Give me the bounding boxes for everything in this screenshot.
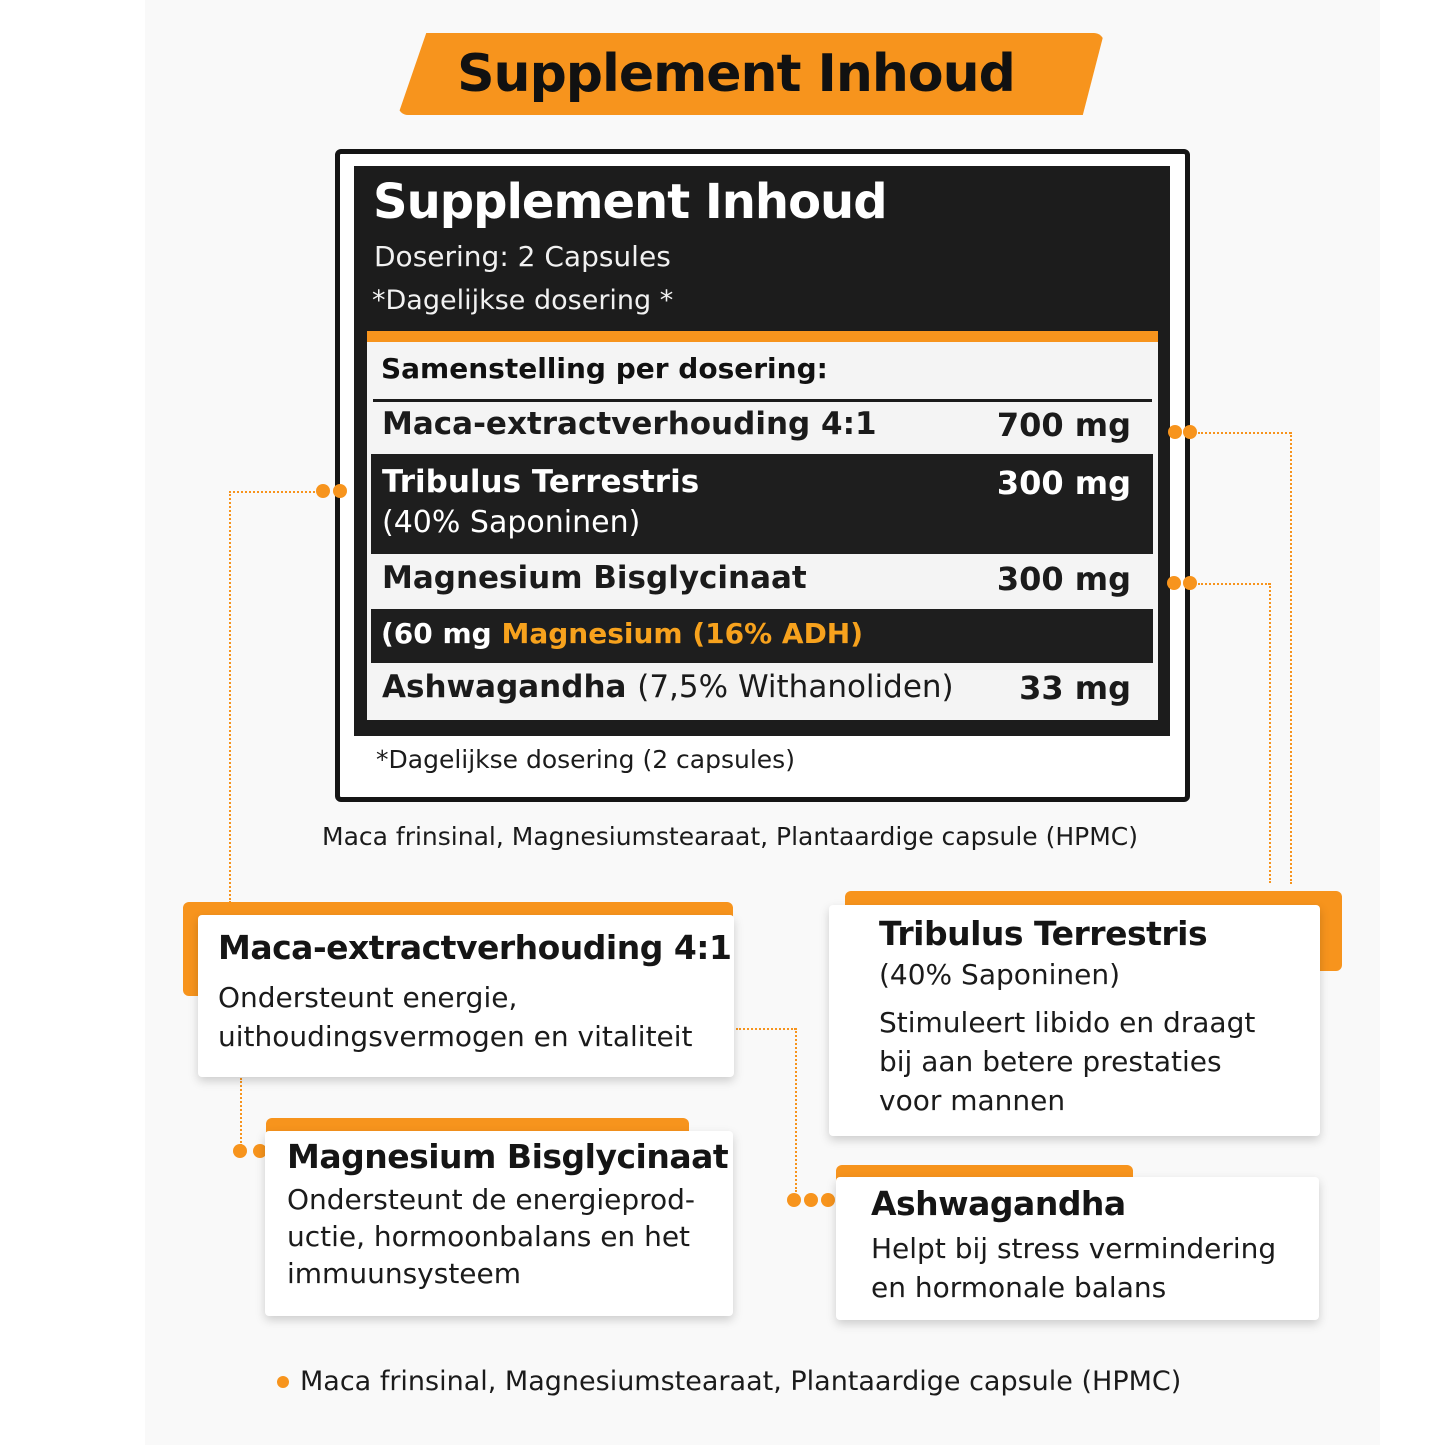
- card-title: Tribulus Terrestris: [879, 914, 1208, 953]
- row-name: [382, 669, 954, 705]
- info-card-ashwagandha: [836, 1177, 1319, 1320]
- card-text: immuunsysteem: [287, 1257, 522, 1290]
- row-name: Tribulus Terrestris: [382, 464, 700, 500]
- banner-title: Supplement Inhoud: [457, 44, 1015, 104]
- connector-dot: [1183, 576, 1197, 590]
- connector-dot: [821, 1193, 835, 1207]
- card-text: voor mannen: [879, 1084, 1066, 1117]
- table-row: [371, 556, 1153, 606]
- info-card-maca: [198, 915, 734, 1077]
- connector-dot: [787, 1193, 801, 1207]
- card-text: bij aan betere prestaties: [879, 1045, 1222, 1078]
- label-title: Supplement Inhoud: [373, 174, 887, 230]
- card-text: Stimuleert libido en draagt: [879, 1006, 1256, 1039]
- connector-line: [229, 491, 231, 903]
- connector-dot: [233, 1144, 247, 1158]
- connector-dot: [333, 484, 347, 498]
- row-name: Magnesium Bisglycinaat: [382, 560, 807, 596]
- connector-line: [240, 1078, 242, 1146]
- card-text: Ondersteunt energie,: [218, 981, 518, 1014]
- label-daily-dosage: *Dagelijkse dosering *: [372, 285, 674, 316]
- card-text: Helpt bij stress vermindering: [871, 1232, 1277, 1265]
- card-title: Magnesium Bisglycinaat: [287, 1137, 729, 1176]
- row-sub: [381, 617, 863, 650]
- ashwagandha-name: Ashwagandha: [382, 669, 627, 705]
- orange-divider: [367, 331, 1158, 342]
- label-dosage: Dosering: 2 Capsules: [374, 240, 671, 273]
- magnesium-amount-text: (60 mg: [381, 617, 492, 650]
- table-row: [371, 402, 1153, 452]
- other-ingredients: Maca frinsinal, Magnesiumstearaat, Plantaardige capsule (HPMC): [322, 822, 1139, 851]
- connector-line: [736, 1028, 796, 1030]
- connector-line: [229, 491, 315, 493]
- row-amount: 33 mg: [1019, 669, 1131, 707]
- table-row: [371, 454, 1153, 554]
- connector-dot: [316, 484, 330, 498]
- card-text: Ondersteunt de energieprod-: [287, 1183, 696, 1216]
- connector-line: [1198, 583, 1270, 585]
- card-text: uctie, hormoonbalans en het: [287, 1220, 691, 1253]
- row-amount: 300 mg: [996, 560, 1131, 598]
- connector-dot: [1183, 425, 1197, 439]
- connector-line: [1198, 432, 1291, 434]
- card-title: Ashwagandha: [871, 1184, 1126, 1223]
- connector-line: [795, 1028, 797, 1192]
- bottom-ingredients-note: Maca frinsinal, Magnesiumstearaat, Plantaardige capsule (HPMC): [300, 1366, 1182, 1397]
- row-name: Maca-extractverhouding 4:1: [382, 406, 877, 442]
- card-subtitle: (40% Saponinen): [879, 958, 1121, 991]
- ashwagandha-sub: (7,5% Withanoliden): [637, 669, 954, 705]
- connector-line: [1269, 583, 1271, 883]
- info-card-tribulus: [829, 905, 1320, 1136]
- card-text: uithoudingsvermogen en vitaliteit: [218, 1020, 693, 1053]
- connector-line: [1290, 432, 1292, 884]
- composition-header: Samenstelling per dosering:: [381, 352, 828, 385]
- bullet-dot: [277, 1376, 289, 1388]
- info-card-magnesium: [265, 1131, 733, 1316]
- label-footnote: *Dagelijkse dosering (2 capsules): [376, 745, 795, 774]
- row-amount: 700 mg: [996, 406, 1131, 444]
- row-amount: 300 mg: [996, 464, 1131, 502]
- table-row: [371, 665, 1153, 717]
- row-sub: (40% Saponinen): [382, 505, 641, 540]
- table-row: [371, 609, 1153, 663]
- connector-dot: [804, 1193, 818, 1207]
- card-title: Maca-extractverhouding 4:1: [218, 928, 732, 967]
- magnesium-highlight: Magnesium (16% ADH): [501, 617, 864, 650]
- card-text: en hormonale balans: [871, 1271, 1167, 1304]
- connector-dot: [1167, 576, 1181, 590]
- connector-dot: [1168, 425, 1182, 439]
